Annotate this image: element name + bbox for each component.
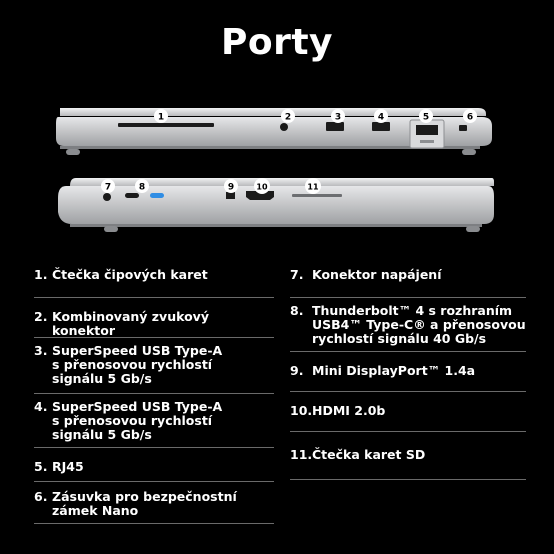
list-item [290,392,526,432]
list-item [34,482,274,524]
lid-edge-left [70,178,494,186]
callout-5 [419,109,433,123]
callout-1 [154,109,168,123]
svg-text:1: 1 [157,112,165,123]
svg-text:7: 7 [104,182,112,193]
list-item [290,352,526,392]
list-item [34,262,274,298]
item-text: HDMI 2.0b [312,403,386,418]
port-list-right [290,262,526,480]
svg-text:9: 9 [227,182,235,193]
item-text: Čtečka čipových karet [52,267,208,282]
callout-10 [254,178,270,194]
callout-6 [463,109,477,123]
item-number: 1. [34,267,48,282]
svg-text:8: 8 [138,182,146,193]
port-list-left [34,262,274,524]
laptop-left-side-view [58,178,494,232]
usb-a-port-2 [372,122,390,131]
power-connector [103,193,111,201]
list-item [290,262,526,298]
callout-9 [224,179,238,193]
list-item [34,338,274,394]
security-lock-slot [459,125,467,131]
item-number: 11. [290,447,313,462]
item-number: 5. [34,459,48,474]
audio-jack [280,123,288,131]
svg-text:11: 11 [307,182,319,192]
callout-4 [374,109,388,123]
item-number: 2. [34,309,48,324]
usb-a-port-1 [326,122,344,131]
callout-11 [305,178,321,194]
callout-8 [135,179,149,193]
item-number: 3. [34,343,48,358]
svg-text:4: 4 [377,112,385,123]
item-number: 7. [290,267,304,282]
laptop-side-views-illustration [0,96,554,236]
callout-7 [101,179,115,193]
mini-displayport [226,192,235,199]
svg-text:5: 5 [422,112,430,123]
usb-c-port-2 [150,193,164,198]
svg-text:10: 10 [256,182,268,192]
item-text: Čtečka karet SD [312,447,426,462]
item-text: SuperSpeed USB Type-A s přenosovou rychlostí signálu 5 Gb/s [52,343,223,386]
item-number: 4. [34,399,48,414]
callout-2 [281,109,295,123]
item-number: 10. [290,403,313,418]
rj45-port [416,125,438,135]
item-text: SuperSpeed USB Type-A s přenosovou rychlostí signálu 5 Gb/s [52,399,223,442]
list-item [34,448,274,482]
item-text: RJ45 [52,459,84,474]
item-text: Thunderbolt™ 4 s rozhraním USB4™ Type-C® a přenosovou rychlostí signálu 40 Gb/s [312,303,526,346]
item-text: Kombinovaný zvukový konektor [52,309,209,338]
usb-c-port-1 [125,193,139,198]
callout-3 [331,109,345,123]
item-number: 6. [34,489,48,504]
svg-text:2: 2 [284,112,292,123]
item-text: Mini DisplayPort™ 1.4a [312,363,476,378]
list-item [290,298,526,352]
smart-card-slot [118,123,214,127]
item-text: Konektor napájení [312,267,442,282]
list-item [34,298,274,338]
list-item [34,394,274,448]
page-title: Porty [220,22,334,63]
svg-text:6: 6 [466,112,474,123]
sd-card-slot [292,194,342,197]
item-text: Zásuvka pro bezpečnostní zámek Nano [52,489,237,518]
list-item [290,432,526,480]
item-number: 9. [290,363,304,378]
svg-text:3: 3 [334,112,342,123]
base-edge-left [58,186,494,224]
item-number: 8. [290,303,304,318]
